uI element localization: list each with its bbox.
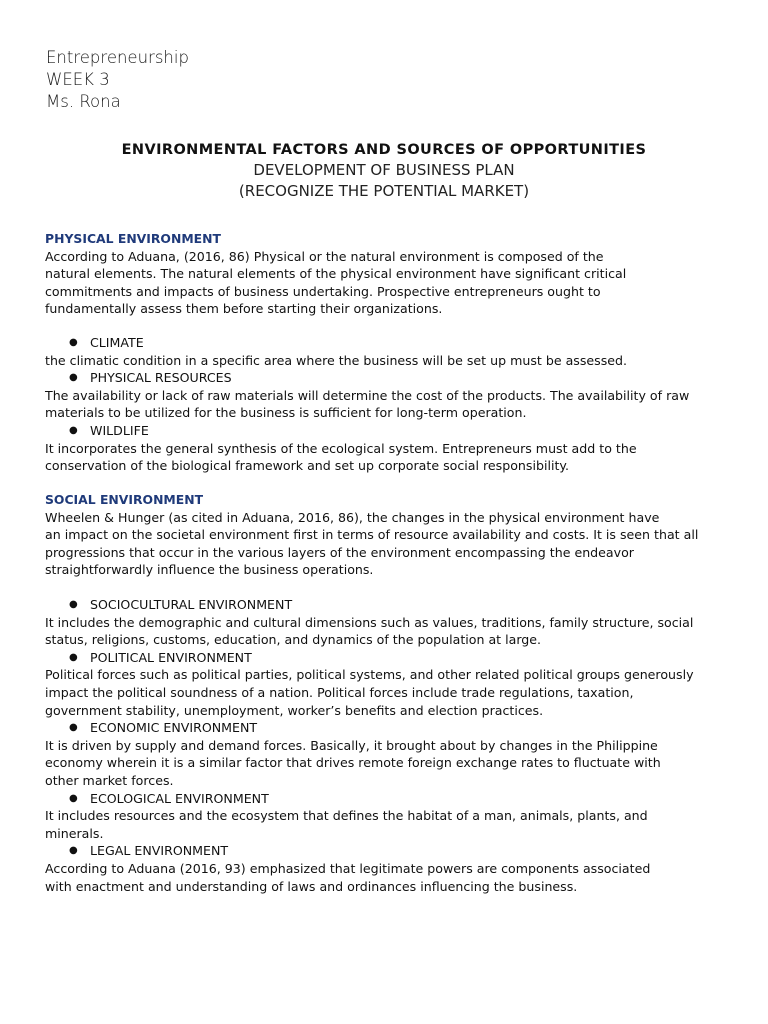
paragraph-line: minerals.: [45, 825, 104, 841]
paragraph-line: commitments and impacts of business undertaking. Prospective entrepreneurs ought to: [45, 283, 601, 299]
social-items-list: [45, 596, 735, 895]
paragraph-line: progressions that occur in the various layers of the environment encompassing the endeavor: [45, 544, 634, 560]
paragraph-line: status, religions, customs, education, and dynamics of the population at large.: [45, 632, 542, 648]
document-title-block: [0, 140, 768, 202]
section-heading-social: SOCIAL ENVIRONMENT: [45, 492, 204, 507]
list-item-label: SOCIOCULTURAL ENVIRONMENT: [90, 597, 293, 612]
bullet-icon: ●: [69, 372, 78, 384]
list-item-legal: [45, 842, 735, 860]
bullet-icon: ●: [69, 845, 78, 857]
course-name: Entrepreneurship: [46, 48, 189, 67]
bullet-icon: ●: [69, 651, 78, 663]
paragraph-line: Wheelen & Hunger (as cited in Aduana, 2016, 86), the changes in the physical environment have: [45, 509, 660, 525]
paragraph-line: It includes the demographic and cultural dimensions such as values, traditions, family structure, social: [45, 614, 694, 630]
paragraph-line: Political forces such as political parties, political systems, and other related political groups generously: [45, 667, 694, 683]
document-subtitle-1: DEVELOPMENT OF BUSINESS PLAN: [253, 161, 515, 179]
list-item-label: CLIMATE: [90, 335, 144, 350]
physical-items-list: [45, 334, 735, 475]
document-subtitle-2: (RECOGNIZE THE POTENTIAL MARKET): [238, 182, 530, 200]
paragraph-line: It incorporates the general synthesis of the ecological system. Entrepreneurs must add to the: [45, 440, 637, 456]
list-item-ecological: [45, 790, 735, 808]
bullet-icon: ●: [69, 792, 78, 804]
physical-environment-section: [45, 230, 735, 318]
paragraph-line: fundamentally assess them before starting their organizations.: [45, 301, 443, 317]
list-item-economic: [45, 719, 735, 737]
paragraph-line: economy wherein it is a similar factor that drives remote foreign exchange rates to fluctuate with: [45, 755, 661, 771]
list-item-climate: [45, 334, 735, 352]
bullet-icon: ●: [69, 424, 78, 436]
paragraph-line: According to Aduana, (2016, 86) Physical or the natural environment is composed of the: [45, 248, 604, 264]
physical-intro-paragraph: [45, 248, 735, 318]
paragraph-line: government stability, unemployment, worker’s benefits and election practices.: [45, 702, 544, 718]
paragraph-line: straightforwardly influence the business operations.: [45, 562, 374, 578]
paragraph-line: with enactment and understanding of laws and ordinances influencing the business.: [45, 878, 578, 894]
week-label: WEEK 3: [46, 70, 110, 89]
list-item-label: LEGAL ENVIRONMENT: [90, 843, 229, 859]
paragraph-line: conservation of the biological framework and set up corporate social responsibility.: [45, 458, 570, 474]
list-item-label: ECONOMIC ENVIRONMENT: [90, 720, 258, 736]
paragraph-line: It includes resources and the ecosystem that defines the habitat of a man, animals, plants, and: [45, 808, 648, 824]
paragraph-line: It is driven by supply and demand forces. Basically, it brought about by changes in the Philippine: [45, 737, 658, 753]
paragraph-line: materials to be utilized for the business is sufficient for long-term operation.: [45, 405, 527, 421]
list-item-label: ECOLOGICAL ENVIRONMENT: [90, 790, 269, 806]
paragraph-line: According to Aduana (2016, 93) emphasized that legitimate powers are components associated: [45, 860, 651, 876]
paragraph-line: the climatic condition in a specific area where the business will be set up must be assessed.: [45, 352, 628, 368]
document-title: ENVIRONMENTAL FACTORS AND SOURCES OF OPPORTUNITIES: [121, 142, 647, 158]
bullet-icon: ●: [69, 599, 78, 610]
teacher-name: Ms. Rona: [46, 92, 121, 111]
paragraph-line: an impact on the societal environment first in terms of resource availability and costs. It is seen that all: [45, 527, 699, 543]
paragraph-line: natural elements. The natural elements of the physical environment have significant critical: [45, 266, 627, 282]
list-item-label: POLITICAL ENVIRONMENT: [90, 649, 252, 665]
social-intro-paragraph: [45, 509, 735, 579]
list-item-sociocultural: [45, 596, 735, 614]
list-item-label: PHYSICAL RESOURCES: [90, 370, 232, 386]
bullet-icon: ●: [69, 337, 78, 348]
list-item-physical-resources: [45, 369, 735, 387]
bullet-icon: ●: [69, 722, 78, 734]
paragraph-line: The availability or lack of raw materials will determine the cost of the products. The availability of raw: [45, 387, 690, 403]
social-environment-section: [45, 491, 735, 579]
list-item-political: [45, 649, 735, 667]
paragraph-line: other market forces.: [45, 772, 174, 788]
paragraph-line: impact the political soundness of a nation. Political forces include trade regulations, taxation,: [45, 684, 634, 700]
section-heading-physical: PHYSICAL ENVIRONMENT: [45, 231, 221, 246]
list-item-label: WILDLIFE: [90, 422, 149, 438]
document-header: [46, 47, 189, 113]
list-item-wildlife: [45, 422, 735, 440]
